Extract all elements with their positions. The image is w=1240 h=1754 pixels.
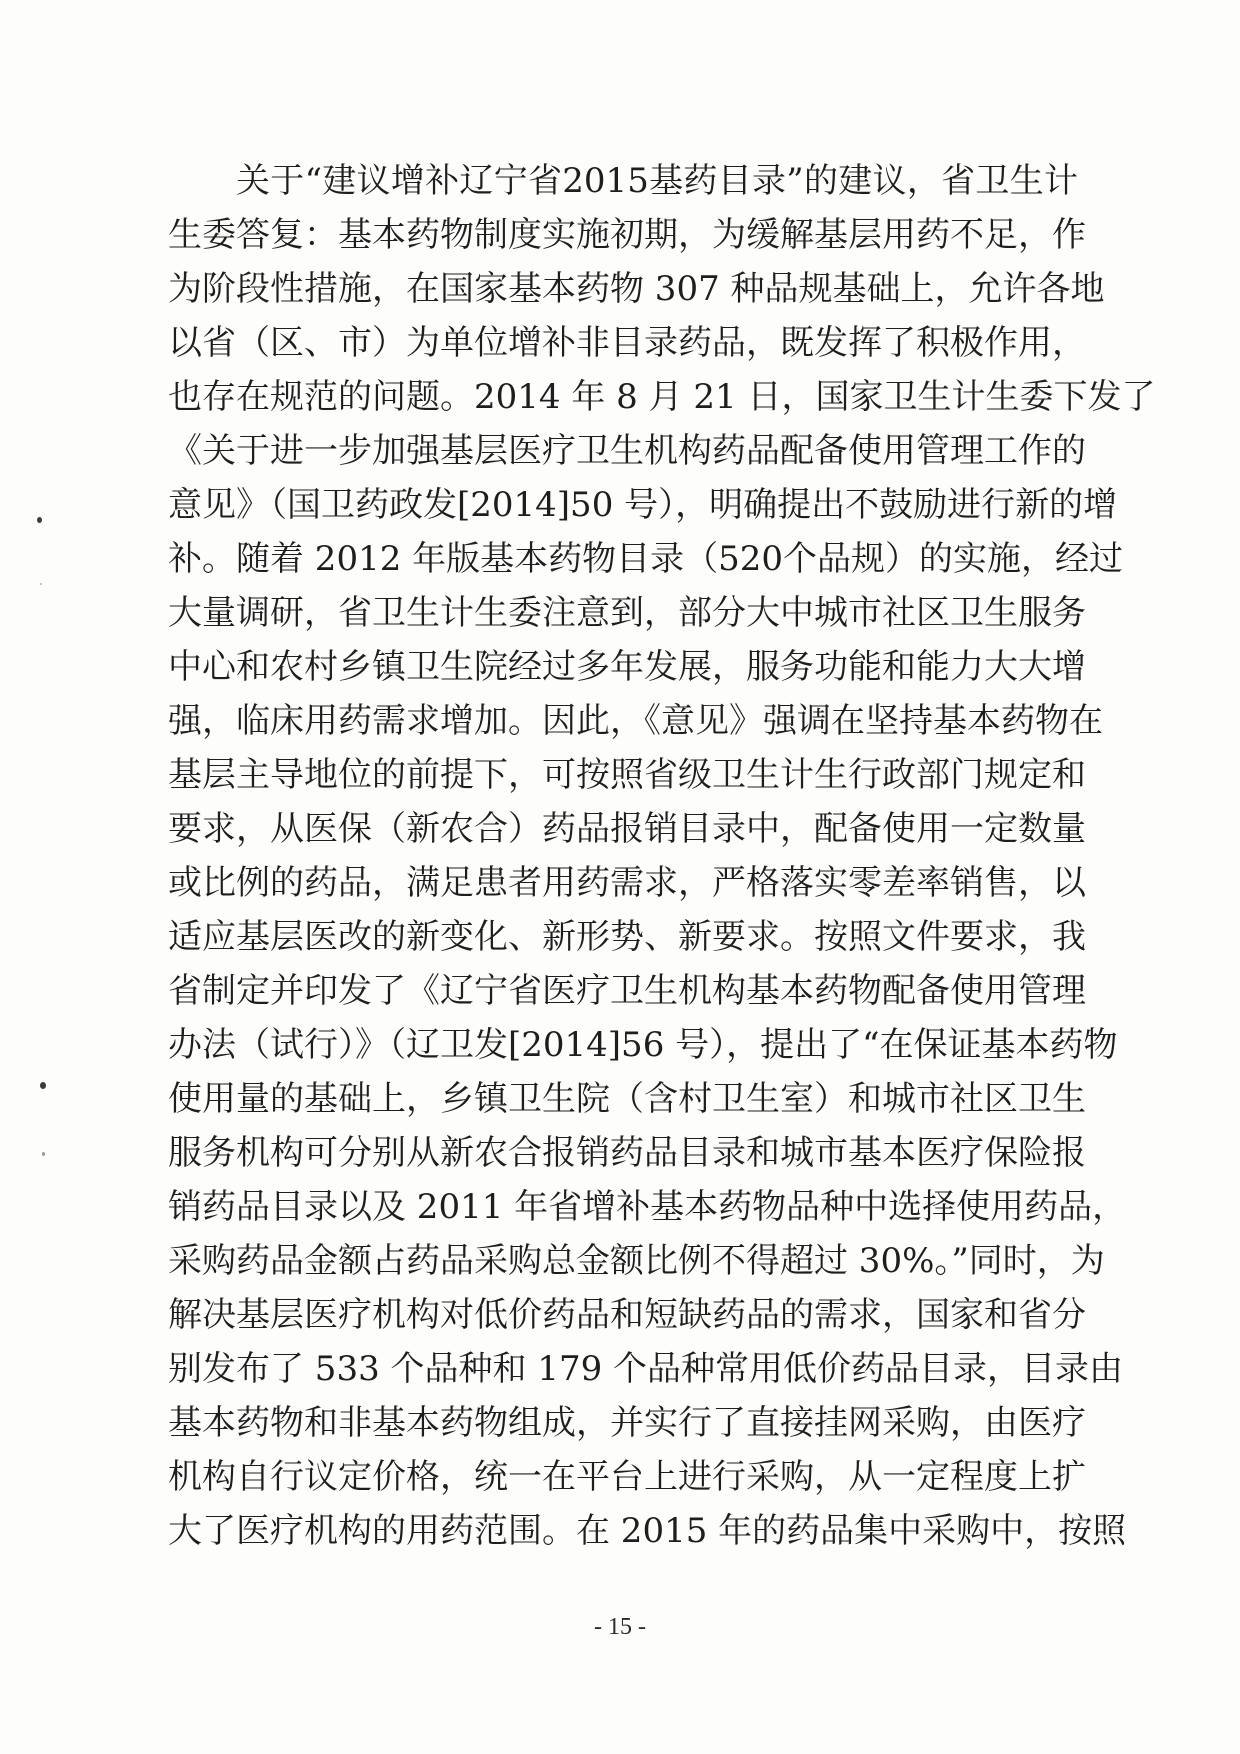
scan-speck [40, 1082, 46, 1089]
text-line: 为阶段性措施，在国家基本药物 307 种品规基础上，允许各地 [168, 269, 1105, 309]
text-line: 《关于进一步加强基层医疗卫生机构药品配备使用管理工作的 [168, 431, 1086, 471]
text-line: 中心和农村乡镇卫生院经过多年发展，服务功能和能力大大增 [168, 647, 1086, 687]
text-line: 基层主导地位的前提下，可按照省级卫生计生行政部门规定和 [168, 755, 1086, 795]
text-line: 机构自行议定价格，统一在平台上进行采购，从一定程度上扩 [168, 1457, 1086, 1497]
text-line: 适应基层医改的新变化、新形势、新要求。按照文件要求，我 [168, 917, 1086, 957]
text-line: 省制定并印发了《辽宁省医疗卫生机构基本药物配备使用管理 [168, 971, 1086, 1011]
text-line: 要求，从医保（新农合）药品报销目录中，配备使用一定数量 [168, 809, 1086, 849]
text-line: 生委答复：基本药物制度实施初期，为缓解基层用药不足，作 [168, 215, 1086, 255]
text-line: 补。随着 2012 年版基本药物目录（520个品规）的实施，经过 [168, 539, 1124, 579]
page-number: - 15 - [594, 1614, 646, 1640]
text-line: 基本药物和非基本药物组成，并实行了直接挂网采购，由医疗 [168, 1403, 1086, 1443]
text-line: 使用量的基础上，乡镇卫生院（含村卫生室）和城市社区卫生 [168, 1079, 1086, 1119]
text-line: 别发布了 533 个品种和 179 个品种常用低价药品目录，目录由 [168, 1349, 1124, 1389]
text-line: 销药品目录以及 2011 年省增补基本药物品种中选择使用药品， [168, 1187, 1127, 1227]
text-line: 强，临床用药需求增加。因此，《意见》强调在坚持基本药物在 [168, 701, 1103, 741]
text-line: 意见》（国卫药政发[2014]50 号），明确提出不鼓励进行新的增 [168, 485, 1118, 525]
scan-speck [42, 1152, 45, 1156]
text-line: 大了医疗机构的用药范围。在 2015 年的药品集中采购中，按照 [168, 1511, 1127, 1551]
text-line: 解决基层医疗机构对低价药品和短缺药品的需求，国家和省分 [168, 1295, 1086, 1335]
text-line: 关于“建议增补辽宁省2015基药目录”的建议，省卫生计 [236, 161, 1078, 201]
text-line: 服务机构可分别从新农合报销药品目录和城市基本医疗保险报 [168, 1133, 1086, 1173]
text-line: 也存在规范的问题。2014 年 8 月 21 日，国家卫生计生委下发了 [168, 377, 1156, 417]
text-line: 大量调研，省卫生计生委注意到，部分大中城市社区卫生服务 [168, 593, 1086, 633]
text-line: 办法（试行）》（辽卫发[2014]56 号），提出了“在保证基本药物 [168, 1025, 1118, 1065]
text-line: 以省（区、市）为单位增补非目录药品，既发挥了积极作用， [168, 323, 1086, 363]
text-line: 或比例的药品，满足患者用药需求，严格落实零差率销售，以 [168, 863, 1086, 903]
text-line: 采购药品金额占药品采购总金额比例不得超过 30%。”同时，为 [168, 1241, 1105, 1281]
body-paragraph [168, 154, 1156, 1558]
scan-speck [37, 517, 42, 523]
scan-speck [40, 583, 42, 585]
